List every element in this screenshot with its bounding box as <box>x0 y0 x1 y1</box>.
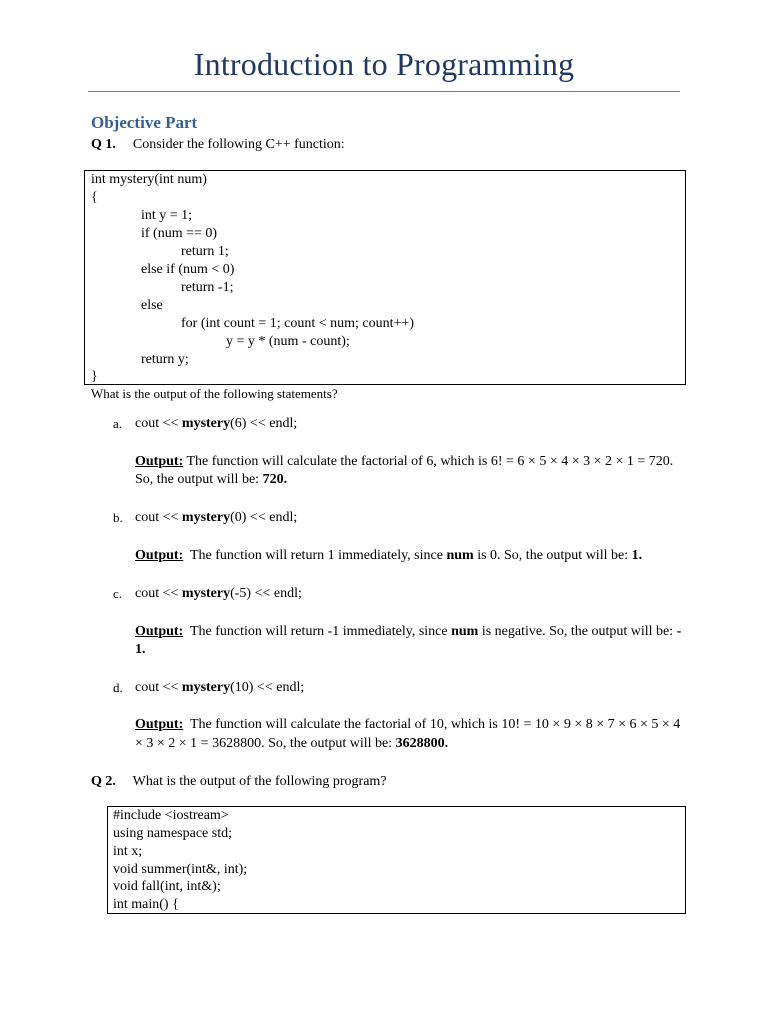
stmt-function: mystery <box>181 586 231 601</box>
output-label: Output: <box>135 454 184 469</box>
item-b-statement <box>135 509 297 527</box>
output-keyword: num <box>446 548 474 563</box>
code-line: for (int count = 1; count < num; count++) <box>181 316 414 331</box>
code-line: y = y * (num - count); <box>226 334 350 349</box>
code-line: else <box>141 298 163 313</box>
code-line: void fall(int, int&); <box>113 879 221 894</box>
stmt-text: cout << <box>135 416 182 431</box>
title-underline <box>88 91 680 92</box>
output-answer: 1. <box>135 642 146 657</box>
output-answer: 1. <box>631 548 643 563</box>
stmt-text: cout << <box>135 510 182 525</box>
code-line: int y = 1; <box>141 208 193 223</box>
output-text: The function will return 1 immediately, since <box>183 548 447 563</box>
output-keyword: num <box>451 624 479 639</box>
code-line: return y; <box>141 352 189 367</box>
code-line: int mystery(int num) <box>91 172 207 187</box>
item-d-label: d. <box>113 680 123 695</box>
code-line: if (num == 0) <box>141 226 218 241</box>
stmt-text: (10) << endl; <box>230 680 305 695</box>
item-c-statement <box>135 585 302 603</box>
item-a-label: a. <box>113 416 123 431</box>
q2-number: Q 2. <box>91 774 116 789</box>
q2-header <box>91 773 387 791</box>
output-text: So, the output will be: <box>135 472 263 487</box>
page-title: Introduction to Programming <box>193 46 575 82</box>
output-label: Output: <box>135 548 184 563</box>
output-text: × 3 × 2 × 1 = 3628800. So, the output will be: <box>135 736 396 751</box>
q2-code-box <box>107 806 686 914</box>
output-text: The function will calculate the factorial of 6, which is 6! = 6 × 5 × 4 × 3 × 2 × 1 = 720. <box>183 454 674 469</box>
output-text: is negative. So, the output will be: <box>478 624 677 639</box>
output-text: The function will calculate the factorial of 10, which is 10! = 10 × 9 × 8 × 7 × 6 × 5 × 4 <box>183 717 681 732</box>
stmt-text: cout << <box>135 680 182 695</box>
q1-header <box>91 136 345 154</box>
stmt-text: (-5) << endl; <box>230 586 302 601</box>
section-heading: Objective Part <box>91 113 198 132</box>
output-answer: 720. <box>262 472 288 487</box>
item-a-output-line2 <box>135 471 287 489</box>
code-line: int x; <box>113 844 143 859</box>
stmt-text: cout << <box>135 586 182 601</box>
item-d-statement <box>135 679 304 697</box>
output-answer: 3628800. <box>395 736 449 751</box>
code-line: } <box>91 369 98 384</box>
code-line: void summer(int&, int); <box>113 862 248 877</box>
q1-number: Q 1. <box>91 137 116 152</box>
output-answer: - <box>676 624 682 639</box>
code-line: return -1; <box>181 280 234 295</box>
item-c-output-line1 <box>135 623 681 641</box>
q2-prompt: What is the output of the following program? <box>132 774 387 789</box>
code-line: #include <iostream> <box>113 808 229 823</box>
item-a-output-line1 <box>135 453 673 471</box>
stmt-function: mystery <box>181 510 231 525</box>
item-c-label: c. <box>113 586 123 601</box>
item-b-label: b. <box>113 510 123 525</box>
q1-code-box <box>84 170 686 385</box>
output-text: The function will return -1 immediately, since <box>183 624 452 639</box>
item-d-output-line1 <box>135 716 680 734</box>
stmt-text: (0) << endl; <box>230 510 298 525</box>
output-text: is 0. So, the output will be: <box>473 548 632 563</box>
item-b-output <box>135 547 642 565</box>
code-line: { <box>91 190 98 205</box>
q1-prompt: Consider the following C++ function: <box>132 137 345 152</box>
code-line: int main() { <box>113 897 179 912</box>
item-c-output-line2 <box>135 641 146 659</box>
code-line: using namespace std; <box>113 826 232 841</box>
stmt-text: (6) << endl; <box>230 416 298 431</box>
item-d-output-line2 <box>135 735 448 753</box>
item-a-statement <box>135 415 297 433</box>
output-label: Output: <box>135 717 184 732</box>
stmt-function: mystery <box>181 416 231 431</box>
code-line: return 1; <box>181 244 229 259</box>
stmt-function: mystery <box>181 680 231 695</box>
q1-question: What is the output of the following statements? <box>91 386 338 401</box>
code-line: else if (num < 0) <box>141 262 235 277</box>
output-label: Output: <box>135 624 184 639</box>
